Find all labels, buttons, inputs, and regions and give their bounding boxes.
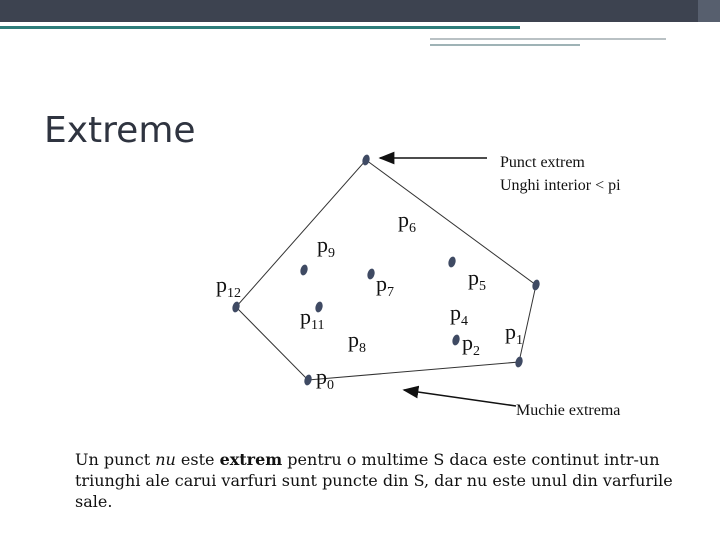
label-p1: $p_1$	[505, 319, 523, 348]
definition-text: Un punct nu este extrem pentru o multime S daca este continut intr-un triunghi ale carui varfuri sunt puncte din S, dar nu este unul din varfurile sale.	[75, 450, 673, 511]
point-p5	[447, 256, 457, 268]
point-p0	[303, 374, 313, 386]
label-p2: $p_2$	[462, 330, 480, 359]
label-p7: $p_7$	[376, 271, 394, 300]
label-p8: $p_8$	[348, 327, 366, 356]
label-p5: $p_5$	[468, 265, 486, 294]
point-p1-right	[531, 279, 541, 291]
emphasis-extrem: extrem	[219, 450, 283, 469]
point-p9	[299, 264, 309, 276]
point-p1	[514, 356, 524, 368]
extreme-edge-arrow	[404, 390, 516, 406]
slide-title: Extreme	[44, 110, 196, 151]
label-p0: $p_0$	[316, 364, 334, 393]
point-p11	[314, 301, 324, 313]
label-p11: $p_{11}$	[300, 304, 325, 333]
label-p12: $p_{12}$	[216, 272, 241, 301]
annotation-extreme-edge: Muchie extrema	[516, 402, 621, 419]
label-p4: $p_4$	[450, 300, 468, 329]
emphasis-nu: nu	[155, 450, 176, 469]
label-p9: $p_9$	[317, 232, 335, 261]
label-p6: $p_6$	[398, 207, 416, 236]
point-p4	[451, 334, 461, 346]
annotation-interior-angle: Unghi interior < pi	[500, 177, 621, 194]
point-p7	[366, 268, 376, 280]
annotation-extreme-point: Punct extrem	[500, 154, 585, 171]
hull-polygon	[236, 160, 536, 380]
points-group	[231, 154, 541, 386]
